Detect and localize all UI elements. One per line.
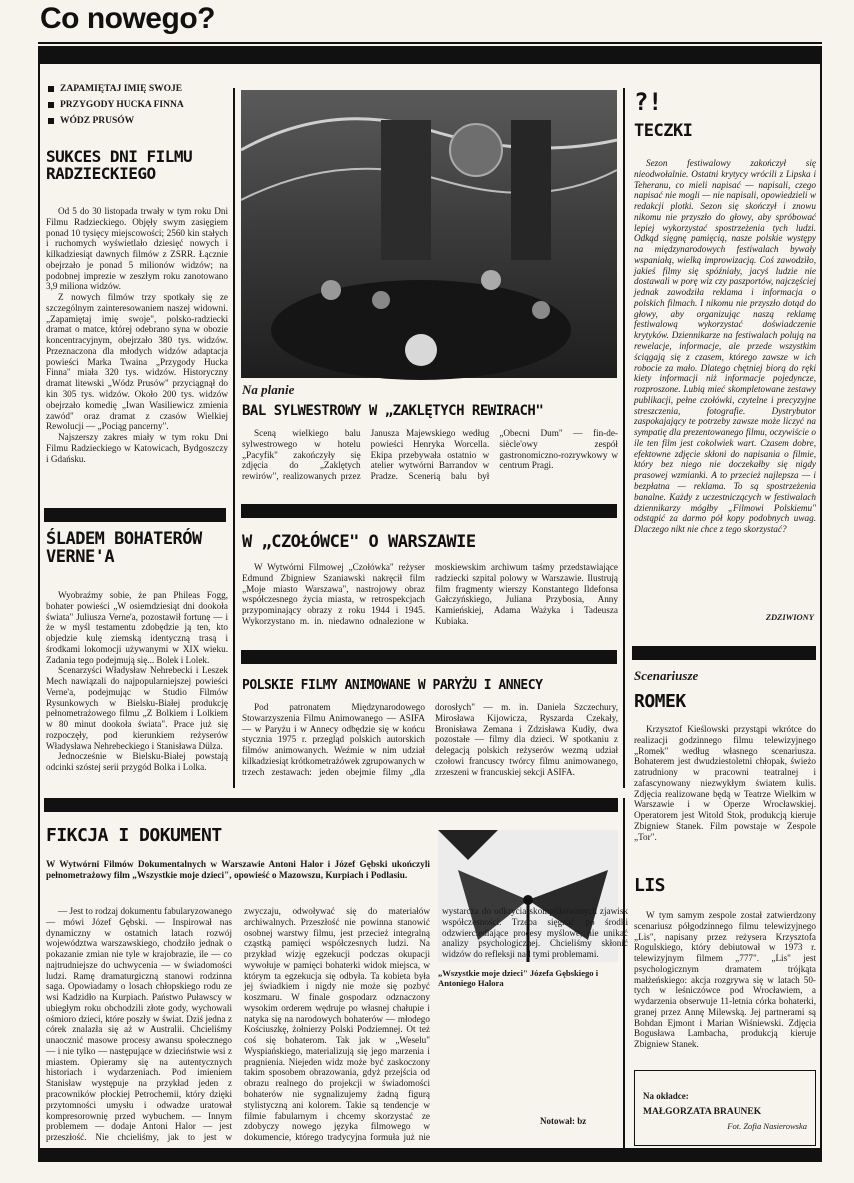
teczki-marker: ?! [634,88,662,116]
square-bullet-icon [48,118,54,124]
square-bullet-icon [48,86,54,92]
section-bar [241,650,617,664]
fikcja-lead: W Wytwórni Filmów Dokumentalnych w Warszawie Antoni Halor i Józef Gębski ukończyli pełnometrażowy film „Wszystkie moje dzieci", opowieść o Mazowszu, Kurpiach i Podlasiu. [46,860,430,881]
bullet-item: ZAPAMIĘTAJ IMIĘ SWOJE [48,84,228,94]
column-rule [623,88,625,788]
top-rule [38,42,822,44]
film-still-caption: „Wszystkie moje dzieci" Józefa Gębskiego i Antoniego Halora [438,968,599,989]
fikcja-body: — Jest to rodzaj dokumentu fabularyzowanego — mówi Józef Gębski. — Inspirował nas dynamiczny w ostatnich latach rozwój województwa warszawskiego, chodziło jednak o pokazanie zmian nie tyle w krajobrazie, ile — co najtrudniejsze do uchwycenia — w świadomości ludzi. Ramę dramaturgiczną stanowi rodzinna saga. Opowiadamy o losach chłopskiego rodu ze wsi Kadzidło na Kurpiach. Państwo Puławscy w ubiegłym roku obchodzili złote gody, wychowali ośmioro dzieci, które poszły w świat. Dziś jedna z córek znalazła się aż w Australii. Chcieliśmy unaocznić masowe procesy awansu społecznego — i nie tylko — następujące w dzieciństwie wsi z miastem. Opieramy się na autentycznych historiach i wydarzeniach. Pod imieniem Stanisław występuje na przykład jeden z pracowników płockiej Petrochemii, który dzięki przytomności umysłu i odwadze uratował kompresorownię przed wybuchem. — Innym problemem — dodaje Antoni Halor — jest przeszłość. Nie chcieliśmy, jak to jest w zwyczaju, odwoływać się do materiałów archiwalnych. Przeszłość nie powinna stanowić osobnej warstwy filmu, jest przecież integralną cząstką pamięci współczesnych ludzi. Na przykład wizję egzekucji podczas okupacji wywołuje w pamięci bohaterki widok miejsca, w którym ta egzekucja się odbyła. Ta kobieta była jej świadkiem i nigdy nie może się pozbyć koszmaru. W finale gospodarz odznaczony wysokim orderem wędruje po własnej chałupie i natyka się na narodowych bohaterów — młodego Kościuszkę, żołnierzy Polski Podziemnej. Ot też coś się bohaterom. Tak jak w „Weselu" Wyspiańskiego, materializują się jego marzenia i pragnienia. Niejeden widz może być zaskoczony takim sposobem obrazowania, gdyż przejścia od obrazu realnego do projekcji w świadomości bohaterów nie sygnalizujemy żadną figurą stylistyczną ani kolorem. Takie są tendencje w filmie fabularnym i chcemy skorzystać ze zdobyczy nowego języka filmowego w dokumencie, którego tradycyjna formuła już nie wystarcza do odkrycia skomplikowanych zjawisk współczesności. Trzeba sięgnąć po środki odzwierciedlające procesy myślowe, nie unikać analizy psychologicznej. Chcieliśmy skłonić widzów do refleksji nad tymi problemami. [46,906,628,1143]
sladem-body: Wyobraźmy sobie, że pan Phileas Fogg, bohater powieści „W osiemdziesiąt dni dookoła świata" Juliusza Verne'a, pozostawił fortunę — i że w myśl testamentu zdobędzie ją ten, kto objedzie kulę ziemską identyczną trasą i środkami lokomocji używanymi w XIX wieku. Zadania tego podejmują się... Bolek i Lolek. Scenarzyści Władysław Nehrebecki i Leszek Mech nawiązali do najpopularniejszej powieści Verne'a, podejmując w Studio Filmów Rysunkowych w Bielsku-Białej produkcję pełnometrażowego filmu „Z Bolkiem i Lolkiem w 80 minut dookoła świata". Prace już się rozpoczęły, pod kierunkiem reżyserów Władysława Nehrebeckiego i Stanisława Dülza. Jednocześnie w Bielsku-Białej powstają odcinki szóstej serii przygód Bolka i Lolka. [46,590,228,773]
section-bar [44,798,618,812]
cover-label: Na okładce: [643,1091,689,1101]
ballroom-photo [241,90,617,378]
teczki-body: Sezon festiwalowy zakończył się nieodwołalnie. Ostatni krytycy wrócili z Lipska i Teheranu, co mieli napisać — napisali, czego napisać nie mogli — nie napisali, opowiedzieli w redakcji plotki. Sezon się skończył i znowu nikomu nie przyszło do głowy, aby spróbować lepiej wykorzystać spostrzeżenia tych ludzi. Odkąd sięgnę pamięcią, nasze polskie występy na międzynarodowych festiwalach bywały wspaniałą, wielką improwizacją. Coś zawodziło, jakieś filmy się spóźniały, jacyś ludzie nie dostawali w porę wiz czy paszportów, najczęściej jednak zawodziła reklama i informacja o polskich filmach. I nikomu nie przyszło dotąd do głowy, aby organizując naszą reklamę festiwalową wykorzystać doświadczenie krytyków. Dziennikarze na festiwalach polują na rewelacje, informacje, ale przede wszystkim ściągają się z czasem, którego zawsze w ich robocie za mało. Dlatego chętniej biorą do ręki kiety informacji niż informacje pojedyncze, rozproszone. Lubią mieć skompletowane zestawy publikacji, pełne czołówki, czytelne i precyzyjne streszczenia, fotografie. Dystrybutor zaspokajający te potrzeby zawsze może liczyć na sympatię dla prezentowanego filmu, oczywiście o ile ten film jest cokolwiek wart. Czasem dobre, efektowne zdjęcie skłoni do napisania o filmie, który bez niego nie doczekałby się nigdy prasowej wzmianki. A to przecież najlepsza — i bezpłatna — reklama. To są spostrzeżenia banalne. Każdy z uczestniczących w festiwalach dziennikarzy mógłby „Filmowi Polskiemu" odstąpić za darmo pół kopy podobnych uwag. Dlaczego nikt nie chce z tego skorzystać? [634,158,816,535]
scenariusze-tag: Scenariusze [634,668,699,683]
sladem-headline: ŚLADEM BOHATERÓW VERNE'A [46,529,202,568]
masthead: Co nowego? [40,2,215,35]
animowane-headline: POLSKIE FILMY ANIMOWANE W PARYŻU I ANNECY [242,678,543,693]
fikcja-headline: FIKCJA I DOKUMENT [46,825,222,846]
sukces-body: Od 5 do 30 listopada trwały w tym roku Dni Filmu Radzieckiego. Objęły swym zasięgiem ponad 10 tysięcy miejscowości; 2560 kin stałych i ruchomych wyświetlało dziesięć nowych i kilkadziesiąt dawnych filmów z ZSRR. Łącznie obejrzało je ponad 5 milionów widzów; na podobnej imprezie w zeszłym roku zanotowano 3,9 miliona widzów. Z nowych filmów trzy spotkały się ze szczególnym zainteresowaniem naszej widowni. „Zapamiętaj imię swoje", polsko-radziecki dramat o matce, której odebrano syna w obozie koncentracyjnym, obejrzało 380 tys. widzów. Przeznaczona dla młodych widzów adaptacja powieści Marka Twaina „Przygody Hucka Finna" miała 320 tys. widzów. Historyczny dramat litewski „Wódz Prusów" przyciągnął do kin 305 tys. widzów. Około 200 tys. widzów obejrzało komedię „Iwan Wasiliewicz zmienia zawód" oraz dramat z czasów Wielkiej Rewolucji — „Pociąg pancerny". Najszerszy zakres miały w tym roku Dni Filmu Radzieckiego w Katowicach, Bydgoszczy i Gdańsku. [46,206,228,464]
cover-credit-box [634,1070,816,1146]
sukces-headline: SUKCES DNI FILMU RADZIECKIEGO [46,147,193,184]
section-bar [632,646,816,660]
bullet-item: PRZYGODY HUCKA FINNA [48,100,228,110]
ballroom-photo-image [241,90,617,378]
bullet-list [48,84,228,132]
lis-body: W tym samym zespole został zatwierdzony scenariusz półgodzinnego filmu telewizyjnego „Lis", napisany przez reżysera Krzysztofa Rogulskiego, który debiutował w 1973 r. telewizyjnym filmem „777". „Lis" jest psychologicznym dramatem trójkąta małżeńskiego: akcja rozgrywa się w latach 50-tych w leśniczówce pod Wrocławiem, a wydarzenia obserwuje 11-letnia córka bohaterki, granej przez Annę Milewską. Jej partnerami są Bohdan Ejmont i Marian Wiśniewski. Zdjęcia Bogusława Lambacha, produkcją kieruje Zbigniew Stanek. [634,910,816,1050]
bottom-bar [38,1148,822,1162]
bal-body: Sceną wielkiego balu sylwestrowego w hotelu „Pacyfik" zakończyły się zdjęcia do „Zaklętych rewirów", realizowanych przez Janusza Majewskiego według powieści Henryka Worcella. Ekipa przebywała ostatnio w atelier wytwórni Barrandov w Pradze. Scenerią balu był „Obecni Dum" — fin-de-siècle'owy zespół gastronomiczno-rozrywkowy w centrum Pragi. [242,428,618,482]
section-bar [44,508,226,522]
romek-body: Krzysztof Kieślowski przystąpi wkrótce do realizacji godzinnego filmu telewizyjnego „Romek" według własnego scenariusza. Bohaterem jest dwudziestoletni chłopak, świeżo zatrudniony w pracowni teatralnej i zafascynowany niezwykłym światem kulis. Zdjęcia realizowane będą w Teatrze Wielkim w Warszawie i w Operze Wrocławskiej. Operatorem jest Witold Stok, produkcją kieruje Zbigniew Stanek. Film powstaje w Zespole „Tor". [634,724,816,842]
czolowka-headline: W „CZOŁÓWCE" O WARSZAWIE [242,532,476,552]
fikcja-body-continued [438,994,618,1114]
bal-headline: BAL SYLWESTROWY W „ZAKLĘTYCH REWIRACH" [242,403,544,419]
romek-headline: ROMEK [634,691,686,712]
animowane-body: Pod patronatem Międzynarodowego Stowarzyszenia Filmu Animowanego — ASIFA — w Paryżu i w Annecy odbędzie się w końcu stycznia 1975 r. przegląd polskich autorskich filmów animowanych. Weźmie w nim udział kilkadziesiąt krótkometrażówek zgrupowanych w trzech zestawach: jeden obejmie filmy „dla dorosłych" — m. in. Daniela Szczechury, Mirosława Kijowicza, Ryszarda Czekały, Bronisława Zemana i Zdzisława Kudły, dwa pozostałe — filmy dla dzieci. W spotkaniu z delegacją polskich reżyserów wezmą udział czołowi francuscy twórcy filmu animowanego, zrzeszeni w francuskiej sekcji ASIFA. [242,702,618,777]
lis-headline: LIS [634,875,666,896]
header-bar [38,46,822,64]
square-bullet-icon [48,102,54,108]
bullet-item: WÓDZ PRUSÓW [48,116,228,126]
teczki-signature: ZDZIWIONY [765,612,814,622]
na-planie-tag: Na planie [242,382,295,397]
fikcja-signature: Notował: bz [540,1116,587,1126]
cover-photo-credit: Fot. Zofia Nasierowska [727,1121,807,1131]
teczki-headline: TECZKI [634,121,693,141]
column-rule [233,88,235,788]
section-bar [241,504,617,518]
column-rule [623,798,625,1158]
czolowka-body: W Wytwórni Filmowej „Czołówka" reżyser Edmund Zbigniew Szaniawski nakręcił film „Moje miasto Warszawa", nastrojowy obraz współczesnego życia miasta, w retrospekcjach przypominający obrazy z roku 1944 i 1945. Wykorzystano m. in. niedawno odnalezione w moskiewskim archiwum taśmy przedstawiające radziecki szpital polowy w Warszawie. Ilustrują film fragmenty wierszy Konstantego Ildefonsa Gałczyńskiego, Juliana Przybosia, Anny Kamieńskiej, Adama Ważyka i Tadeusza Kubiaka. [242,562,618,626]
cover-name: MAŁGORZATA BRAUNEK [643,1107,762,1117]
